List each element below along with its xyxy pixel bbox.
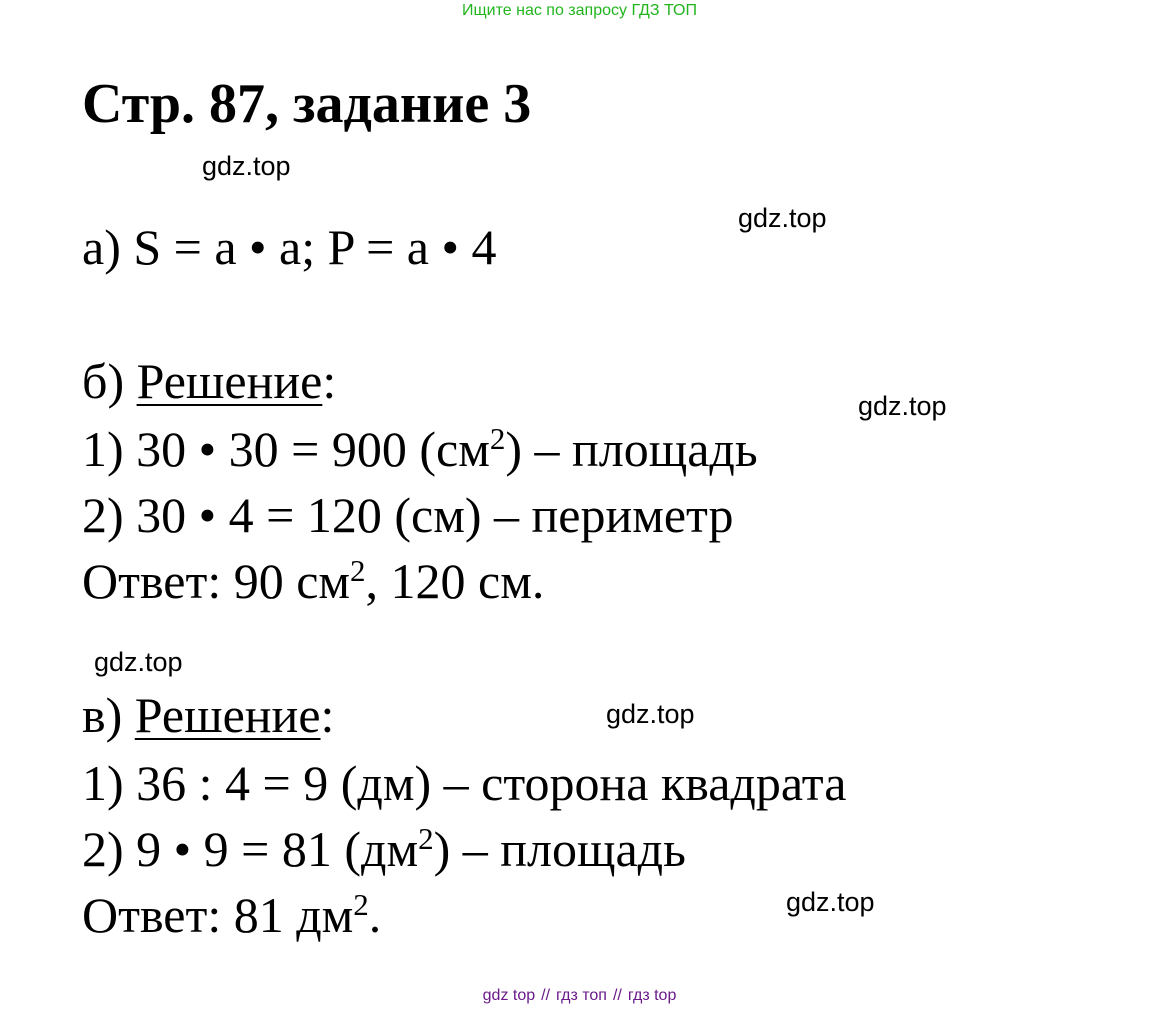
answer-text: . [368,887,382,943]
colon: : [322,353,337,409]
step-text: 1) 30 • 30 = 900 (см [82,421,490,477]
watermark: gdz.top [738,203,827,233]
answer-text: Ответ: 90 см [82,553,351,609]
solution-c-heading [82,687,335,743]
step-text: ) – площадь [433,821,686,877]
superscript: 2 [350,552,366,588]
part-label: б) [82,353,137,409]
part-label: в) [82,687,135,743]
solution-c-step1: 1) 36 : 4 = 9 (дм) – сторона квадрата [82,755,847,811]
page-title: Стр. 87, задание 3 [82,73,532,135]
answer-text: , 120 см. [365,553,545,609]
footer-link[interactable]: gdz top [482,987,536,1004]
watermark: gdz.top [786,887,875,917]
footer-link[interactable]: гдз топ [556,987,607,1004]
watermark: gdz.top [202,151,291,181]
superscript: 2 [418,820,434,856]
solution-c-answer [82,886,382,943]
solution-c-step2 [82,820,686,877]
formula-a: а) S = a • a; P = a • 4 [82,219,497,275]
answer-text: Ответ: 81 дм [82,887,354,943]
superscript: 2 [489,420,506,456]
colon: : [320,687,335,743]
solution-b-answer [82,552,545,609]
solution-label: Решение [134,687,321,743]
footer-links [0,987,1159,1005]
separator: // [612,987,622,1004]
separator: // [541,987,551,1004]
superscript: 2 [353,886,369,922]
solution-b-step2: 2) 30 • 4 = 120 (см) – периметр [82,487,734,543]
footer-link[interactable]: гдз top [627,987,677,1004]
watermark: gdz.top [858,391,947,421]
solution-label: Решение [136,353,323,409]
step-text: ) – площадь [505,421,758,477]
watermark: gdz.top [94,647,183,677]
solution-b-heading [82,353,337,409]
solution-b-step1 [82,420,758,477]
watermark: gdz.top [606,699,695,729]
search-banner: Ищите нас по запросу ГДЗ ТОП [462,2,697,19]
step-text: 2) 9 • 9 = 81 (дм [82,821,419,877]
